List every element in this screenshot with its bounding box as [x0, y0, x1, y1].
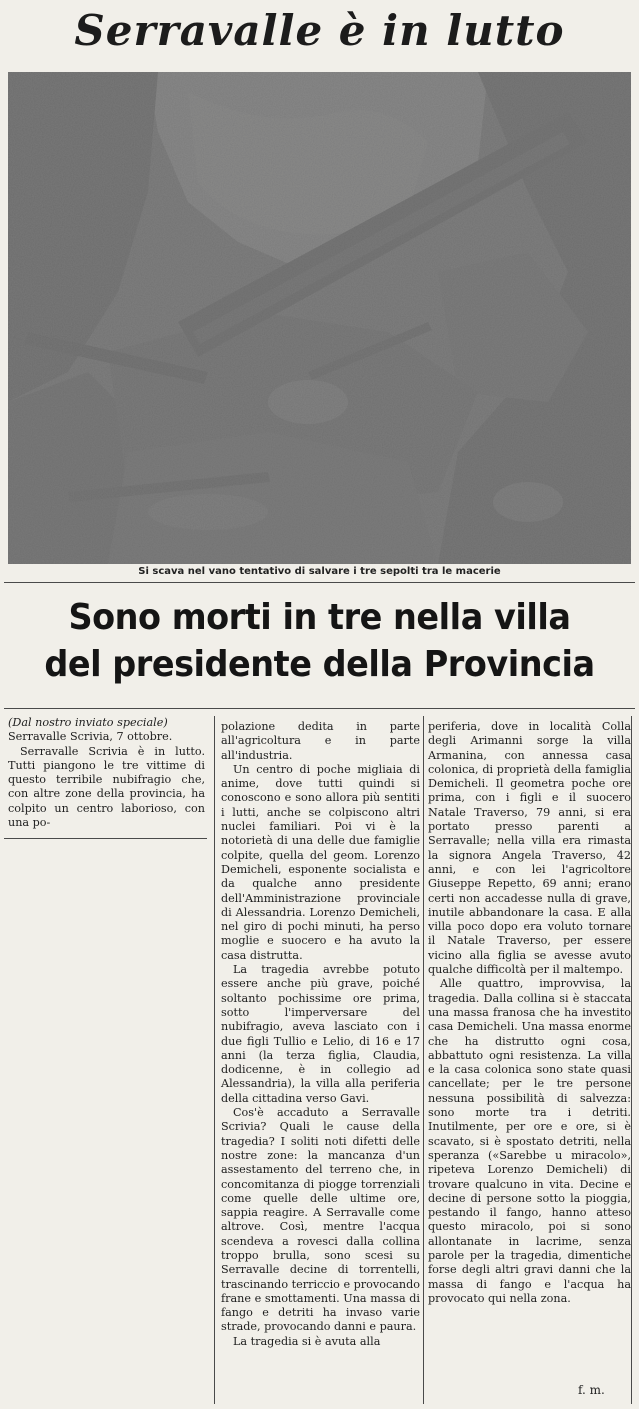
kicker-title: Serravalle è in lutto [74, 6, 565, 55]
headline-divider [4, 708, 635, 709]
article-paragraph: Cos'è accaduto a Serravalle Scrivia? Quali le cause della tragedia? I soliti noti difetti delle nostre zone: la mancanza d'un assestamento del terreno che, in concomitanza di piogge torrenziali come quelle delle ultime ore, sappia reagire. A Serravalle come altrove. Così, mentre l'acqua scendeva a rovesci dalla collina troppo brulla, sono scesi su Serravalle decine di torrentelli, trascinando terriccio e provocando frane e smottamenti. Una massa di fango e detriti ha invaso varie strade, provocando danni e paura. [221, 1106, 420, 1334]
article-column-3 [428, 720, 631, 1306]
photo-caption: Si scava nel vano tentativo di salvare i tre sepolti tra le macerie [138, 566, 501, 577]
article-paragraph: La tragedia avrebbe potuto essere anche più grave, poiché soltanto pochissime ore prima, sotto l'imperversare del nubifragio, aveva lasciato con i due figli Tullio e Lelio, di 16 e 17 anni (la terza figlia, Claudia, dodicenne, è in collegio ad Alessandria), la villa alla periferia della cittadina verso Gavi. [221, 963, 420, 1105]
column-divider-1 [214, 716, 215, 1404]
headline-line-2: del presidente della Provincia [44, 644, 595, 685]
headline-line-1: Sono morti in tre nella villa [68, 597, 571, 638]
article-paragraph: periferia, dove in località Colla degli Arimanni sorge la villa Armanina, con annessa casa colonica, di proprietà della famiglia Demicheli. Il geometra poche ore prima, con i figli e il suocero Natale Traverso, 79 anni, si era portato presso parenti a Serravalle; nella villa era rimasta la signora Angela Traverso, 42 anni, e con lei l'agricoltore Giuseppe Repetto, 69 anni; erano certi non accadesse nulla di grave, inutile abbandonare la casa. E alla villa poco dopo era voluto tornare il Natale Traverso, per essere vicino alla figlia se avesse avuto qualche difficoltà per il maltempo. [428, 720, 631, 977]
article-column-1 [8, 716, 205, 830]
article-paragraph: Un centro di poche migliaia di anime, dove tutti quindi si conoscono e sono allora più sentiti i lutti, anche se colpiscono altri nuclei familiari. Poi vi è la notorietà di una delle due famiglie colpite, quella del geom. Lorenzo Demicheli, esponente socialista e da qualche anno presidente dell'Amministrazione provinciale di Alessandria. Lorenzo Demicheli, nel giro di pochi minuti, ha perso moglie e suocero e ha avuto la casa distrutta. [221, 762, 420, 962]
right-border-rule [631, 716, 632, 1404]
article-paragraph: polazione dedita in parte all'agricoltura e in parte all'industria. [221, 720, 420, 762]
author-signature: f. m. [578, 1383, 605, 1397]
news-photo [8, 72, 631, 564]
article-paragraph: Alle quattro, improvvisa, la tragedia. Dalla collina si è staccata una massa franosa che ha investito casa Demicheli. Una massa enorme che ha distrutto ogni cosa, abbattuto ogni resistenza. La villa e la casa colonica sono state quasi cancellate; per le tre persone nessuna possibilità di salvezza: sono morte tra i detriti. Inutilmente, per ore e ore, si è scavato, si è spostato detriti, nella speranza («Sarebbe u miracolo», ripeteva Lorenzo Demicheli) di trovare qualcuno in vita. Decine e decine di persone sotto la pioggia, pestando il fango, hanno atteso questo miracolo, poi si sono allontanate in lacrime, senza parole per la tragedia, dimentiche forse degli altri gravi danni che la massa di fango e l'acqua ha provocato qui nella zona. [428, 977, 631, 1305]
rubble-photo-illustration [8, 72, 631, 564]
article-paragraph: La tragedia si è avuta alla [233, 1334, 381, 1348]
main-headline [26, 594, 613, 688]
article-paragraph: Serravalle Scrivia è in lutto. Tutti piangono le tre vittime di questo terribile nubifragio che, con altre zone della provincia, ha colpito un centro laborioso, con una po- [8, 744, 205, 830]
article-place-date: Serravalle Scrivia, 7 ottobre. [8, 730, 173, 744]
column-divider-2 [423, 716, 424, 1404]
article-dateline: (Dal nostro inviato speciale) [8, 716, 168, 729]
column-1-end-rule [4, 838, 207, 839]
caption-divider [4, 582, 635, 583]
article-column-2 [221, 720, 420, 1349]
